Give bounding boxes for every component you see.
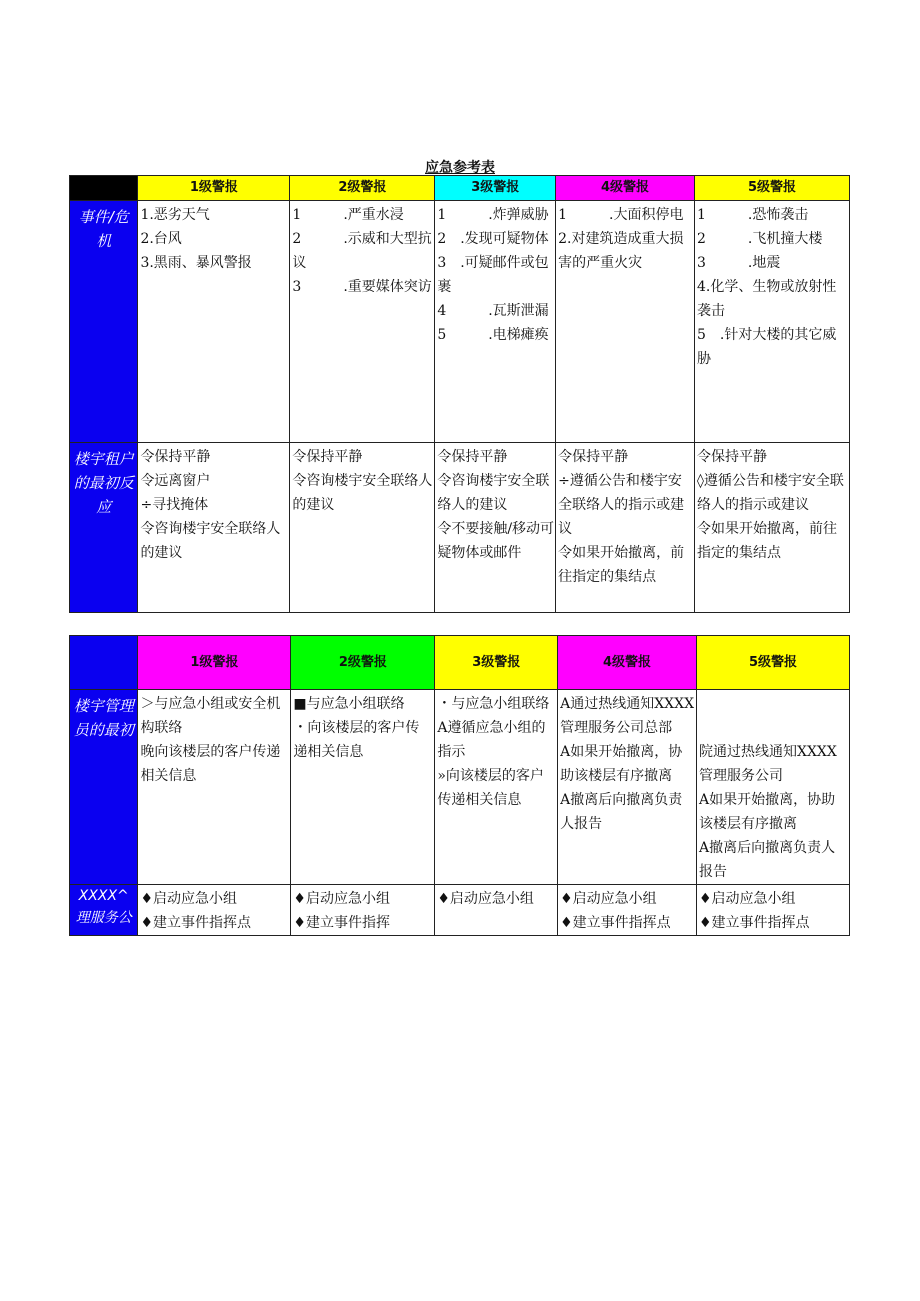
tenant-level-5: 令保持平静 ◊遵循公告和楼宇安全联络人的指示或建议 令如果开始撤离，前往指定的集结点 <box>694 443 849 613</box>
row-label-service-company: XXXX^理服务公 <box>70 885 138 936</box>
service-level-2: ♦启动应急小组 ♦建立事件指挥 <box>291 885 435 936</box>
header-level-5: 5级警报 <box>694 176 849 201</box>
manager-level-1: ＞与应急小组或安全机构联络 晚向该楼层的客户传递相关信息 <box>138 690 291 885</box>
header-level-2: 2级警报 <box>290 176 435 201</box>
events-level-3: 1 .炸弹威胁 2 .发现可疑物体 3 .可疑邮件或包裹 4 .瓦斯泄漏 5 .电梯瘫痪 <box>435 201 556 443</box>
header2-level-3: 3级警报 <box>435 636 558 690</box>
header2-level-1: 1级警报 <box>138 636 291 690</box>
events-level-2: 1 .严重水浸 2 .示威和大型抗议 3 .重要媒体突访 <box>290 201 435 443</box>
row-label-events: 事件/危机 <box>70 201 138 443</box>
tenant-level-1: 令保持平静 令远离窗户 ÷寻找掩体 令咨询楼宇安全联络人的建议 <box>138 443 290 613</box>
tenant-level-3: 令保持平静 令咨询楼宇安全联络人的建议 令不要接触/移动可疑物体或邮件 <box>435 443 556 613</box>
header2-level-4: 4级警报 <box>558 636 697 690</box>
service-level-3: ♦启动应急小组 <box>435 885 558 936</box>
service-level-5: ♦启动应急小组 ♦建立事件指挥点 <box>696 885 849 936</box>
header-level-3: 3级警报 <box>435 176 556 201</box>
tenant-level-4: 令保持平静 ÷遵循公告和楼宇安全联络人的指示或建议 令如果开始撤离，前往指定的集结点 <box>556 443 695 613</box>
service-level-1: ♦启动应急小组 ♦建立事件指挥点 <box>138 885 291 936</box>
header2-level-5: 5级警报 <box>696 636 849 690</box>
events-level-4: 1 .大面积停电 2.对建筑造成重大损害的严重火灾 <box>556 201 695 443</box>
service-level-4: ♦启动应急小组 ♦建立事件指挥点 <box>558 885 697 936</box>
header-level-4: 4级警报 <box>556 176 695 201</box>
page-title: 应急参考表 <box>425 160 495 176</box>
header-corner-2 <box>70 636 138 690</box>
header-corner <box>70 176 138 201</box>
events-level-1: 1.恶劣天气 2.台风 3.黑雨、暴风警报 <box>138 201 290 443</box>
manager-level-2: ■与应急小组联络 ・向该楼层的客户传递相关信息 <box>291 690 435 885</box>
manager-level-3: ・与应急小组联络 A遵循应急小组的指示 »向该楼层的客户传递相关信息 <box>435 690 558 885</box>
row-label-tenant-response: 楼宇租户的最初反应 <box>70 443 138 613</box>
header2-level-2: 2级警报 <box>291 636 435 690</box>
header-level-1: 1级警报 <box>138 176 290 201</box>
manager-level-5: 院通过热线通知XXXX管理服务公司 A如果开始撤离，协助该楼层有序撤离 A撤离后向撤离负责人报告 <box>696 690 849 885</box>
row-label-manager-response: 楼宇管理员的最初 <box>70 690 138 885</box>
events-level-5: 1 .恐怖袭击 2 .飞机撞大楼 3 .地震 4.化学、生物或放射性袭击 5 .针对大楼的其它威胁 <box>694 201 849 443</box>
alert-table-1 <box>69 175 850 613</box>
tenant-level-2: 令保持平静 令咨询楼宇安全联络人的建议 <box>290 443 435 613</box>
manager-level-4: A通过热线通知XXXX管理服务公司总部 A如果开始撤离，协助该楼层有序撤离 A撤离后向撤离负责人报告 <box>558 690 697 885</box>
alert-table-2 <box>69 635 850 936</box>
